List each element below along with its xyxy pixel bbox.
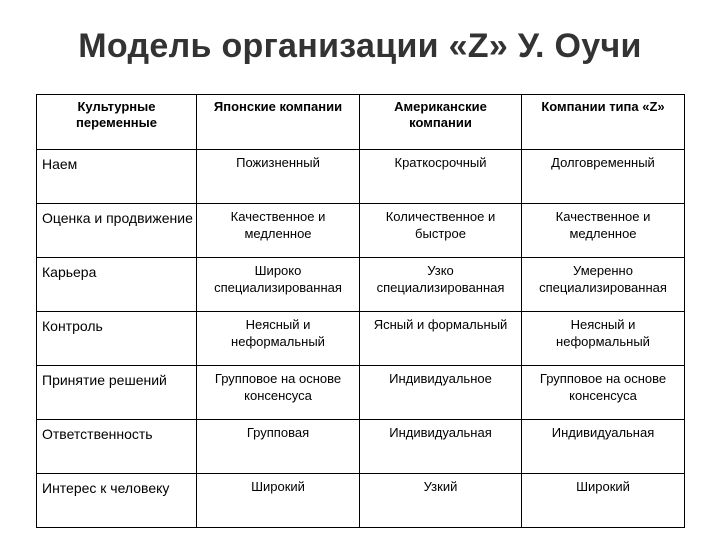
cell-z: Широкий (522, 474, 685, 528)
cell-z: Долговременный (522, 150, 685, 204)
row-label: Наем (37, 150, 197, 204)
header-cultural-variables: Культурные переменные (37, 95, 197, 150)
cell-japanese: Пожизненный (197, 150, 360, 204)
table-row (37, 258, 685, 312)
cell-american: Узко специализированная (360, 258, 522, 312)
cell-z: Неясный и неформальный (522, 312, 685, 366)
cell-american: Краткосрочный (360, 150, 522, 204)
cell-japanese: Групповая (197, 420, 360, 474)
header-japanese-companies: Японские компании (197, 95, 360, 150)
cell-z: Качественное и медленное (522, 204, 685, 258)
cell-japanese: Широко специализированная (197, 258, 360, 312)
comparison-table (36, 94, 685, 528)
cell-american: Узкий (360, 474, 522, 528)
cell-japanese: Широкий (197, 474, 360, 528)
table-header-row (37, 95, 685, 150)
row-label: Контроль (37, 312, 197, 366)
cell-american: Индивидуальное (360, 366, 522, 420)
row-label: Интерес к человеку (37, 474, 197, 528)
cell-z: Индивидуальная (522, 420, 685, 474)
header-american-companies: Американские компании (360, 95, 522, 150)
row-label: Принятие решений (37, 366, 197, 420)
cell-american: Ясный и формальный (360, 312, 522, 366)
table-row (37, 312, 685, 366)
table-row (37, 474, 685, 528)
cell-american: Количественное и быстрое (360, 204, 522, 258)
cell-z: Групповое на основе консенсуса (522, 366, 685, 420)
row-label: Оценка и продвижение (37, 204, 197, 258)
cell-japanese: Групповое на основе консенсуса (197, 366, 360, 420)
row-label: Карьера (37, 258, 197, 312)
cell-z: Умеренно специализированная (522, 258, 685, 312)
cell-japanese: Неясный и неформальный (197, 312, 360, 366)
cell-japanese: Качественное и медленное (197, 204, 360, 258)
cell-american: Индивидуальная (360, 420, 522, 474)
table-row (37, 204, 685, 258)
table-row (37, 366, 685, 420)
row-label: Ответственность (37, 420, 197, 474)
table-row (37, 420, 685, 474)
slide-title: Модель организации «Z» У. Оучи (78, 27, 642, 65)
table-row (37, 150, 685, 204)
header-z-companies: Компании типа «Z» (522, 95, 685, 150)
